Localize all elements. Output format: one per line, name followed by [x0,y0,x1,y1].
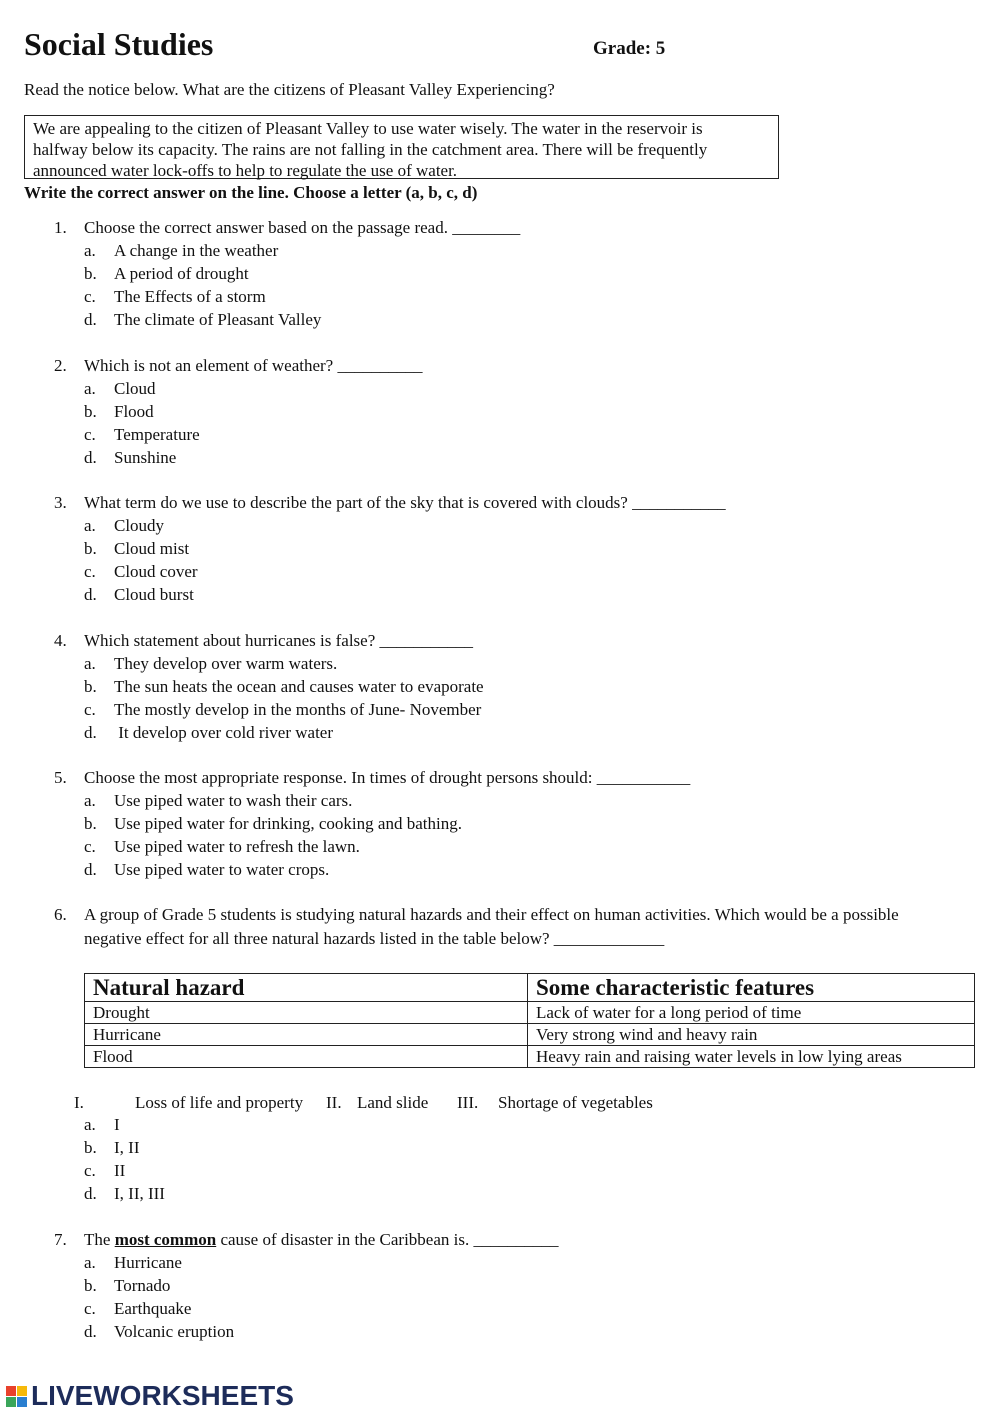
table-cell: Lack of water for a long period of time [528,1002,975,1024]
table-cell: Hurricane [85,1024,528,1046]
question-number: 2. [54,356,67,375]
question-number: 7. [54,1230,67,1249]
hazard-table [84,973,975,1068]
question-text: Which statement about hurricanes is false? ___________ [84,631,473,650]
notice-box [24,115,779,179]
table-header: Natural hazard [85,974,528,1002]
question-number: 5. [54,768,67,787]
table-row [85,1002,975,1024]
table-cell: Very strong wind and heavy rain [528,1024,975,1046]
roman-iii-text: Shortage of vegetables [498,1093,653,1112]
roman-ii: II. [326,1093,342,1112]
question-text-cont: negative effect for all three natural hazards listed in the table below? _____________ [84,929,665,948]
table-header: Some characteristic features [528,974,975,1002]
table-cell: Heavy rain and raising water levels in low lying areas [528,1046,975,1068]
table-header-row [85,974,975,1002]
question-text: Which is not an element of weather? __________ [84,356,423,375]
question-text: Choose the most appropriate response. In times of drought persons should: ___________ [84,768,691,787]
roman-ii-text: Land slide [357,1093,429,1112]
question-text: What term do we use to describe the part of the sky that is covered with clouds? ___________ [84,493,726,512]
page-title: Social Studies [24,26,214,62]
grade-label: Grade: 5 [593,38,666,59]
logo-mark-icon [6,1386,27,1407]
question-text: Choose the correct answer based on the passage read. ________ [84,218,521,237]
question-text: The most common cause of disaster in the Caribbean is. __________ [84,1230,559,1249]
table-row [85,1024,975,1046]
instruction-text: Write the correct answer on the line. Choose a letter (a, b, c, d) [24,183,478,202]
question-text: A group of Grade 5 students is studying natural hazards and their effect on human activities. Which would be a possible [84,905,899,924]
roman-iii: III. [457,1093,479,1112]
table-cell: Flood [85,1046,528,1068]
table-cell: Drought [85,1002,528,1024]
roman-i-text: Loss of life and property [135,1093,304,1112]
notice-line: We are appealing to the citizen of Pleasant Valley to use water wisely. The water in the reservoir is [33,119,703,138]
table-row [85,1046,975,1068]
question-number: 3. [54,493,67,512]
question-number: 1. [54,218,67,237]
logo-text: LIVEWORKSHEETS [31,1380,294,1411]
notice-line: halfway below its capacity. The rains are not falling in the catchment area. There will be frequently [33,140,708,159]
question-number: 6. [54,905,67,924]
emphasis-text: most common [114,1230,217,1249]
question-number: 4. [54,631,67,650]
roman-i: I. [74,1093,84,1112]
intro-text: Read the notice below. What are the citizens of Pleasant Valley Experiencing? [24,80,555,99]
liveworksheets-logo [6,1380,294,1412]
notice-line: announced water lock-offs to help to regulate the use of water. [33,161,458,180]
